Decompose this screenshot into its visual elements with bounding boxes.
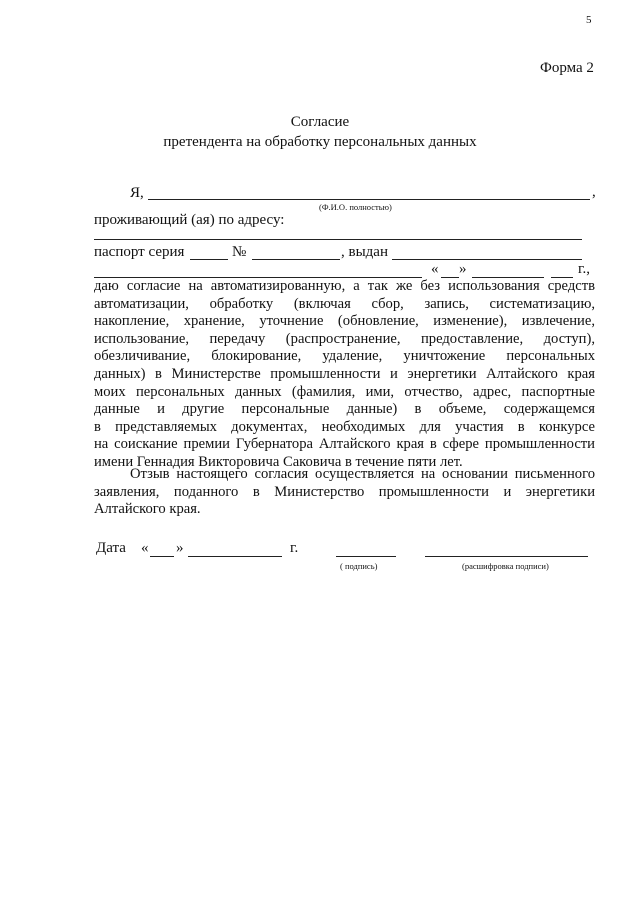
consent-line: имени Геннадия Викторовича Саковича в течение пяти лет. [94, 453, 463, 470]
revocation-line: Алтайского края. [94, 501, 201, 518]
ya-label: Я, [130, 185, 144, 201]
fio-field[interactable] [148, 199, 590, 200]
signature-field[interactable] [336, 556, 396, 557]
date-label: Дата [96, 540, 126, 556]
signature-decoding-field[interactable] [425, 556, 588, 557]
fio-comma: , [592, 184, 596, 200]
consent-line: автоматизации, обработку (включая сбор, запись, систематизацию, [94, 295, 595, 312]
issue-date-quote-open: « [431, 261, 439, 277]
revocation-line: заявления, поданного в Министерство промышленности и энергетики [94, 483, 595, 500]
issued-label: , выдан [341, 244, 388, 260]
passport-series-label: паспорт серия [94, 244, 185, 260]
issue-date-quote-close: » [459, 261, 467, 277]
consent-line: даю согласие на автоматизированную, а так же без использования средств [94, 278, 595, 294]
consent-line: в представляемых документах, необходимых для участия в конкурсе [94, 418, 595, 435]
address-label: проживающий (ая) по адресу: [94, 212, 285, 228]
title-line-1: Согласие [290, 114, 350, 130]
date-year-suffix: г. [290, 540, 299, 556]
date-day-field[interactable] [150, 556, 174, 557]
passport-series-field[interactable] [190, 259, 228, 260]
passport-number-sign: № [232, 244, 247, 260]
form-label: Форма 2 [540, 60, 594, 76]
revocation-paragraph [94, 466, 595, 519]
consent-line: данные и другие персональные данные) в объеме, содержащемся [94, 401, 595, 418]
passport-number-field[interactable] [252, 259, 340, 260]
title-line-2: претендента на обработку персональных данных [163, 134, 477, 150]
signature-caption: ( подпись) [340, 561, 378, 571]
consent-line: данных) в Министерстве промышленности и энергетики Алтайского края [94, 365, 595, 382]
issued-by-field[interactable] [392, 259, 582, 260]
date-quote-close: » [176, 540, 184, 556]
consent-line: моих персональных данных (фамилия, ими, отчество, адрес, паспортные [94, 383, 595, 400]
address-field[interactable] [94, 239, 582, 240]
consent-line: использование, передачу (распространение, предоставление, доступ), [94, 330, 595, 347]
signature-decoding-caption: (расшифровка подписи) [462, 561, 549, 571]
fio-caption: (Ф.И.О. полностью) [319, 202, 392, 212]
consent-line: на соискание премии Губернатора Алтайского края в сфере промышленности [94, 436, 595, 453]
date-month-field[interactable] [188, 556, 282, 557]
revocation-line: Отзыв настоящего согласия осуществляется на основании письменного [130, 466, 595, 482]
consent-line: обезличивание, блокирование, удаление, уничтожение персональных [94, 348, 595, 365]
date-quote-open: « [141, 540, 149, 556]
document-title [0, 112, 640, 152]
issue-year-suffix: г., [578, 261, 590, 277]
page-number: 5 [586, 14, 592, 26]
consent-line: накопление, хранение, уточнение (обновление, изменение), извлечение, [94, 313, 595, 330]
consent-paragraph [94, 278, 595, 472]
